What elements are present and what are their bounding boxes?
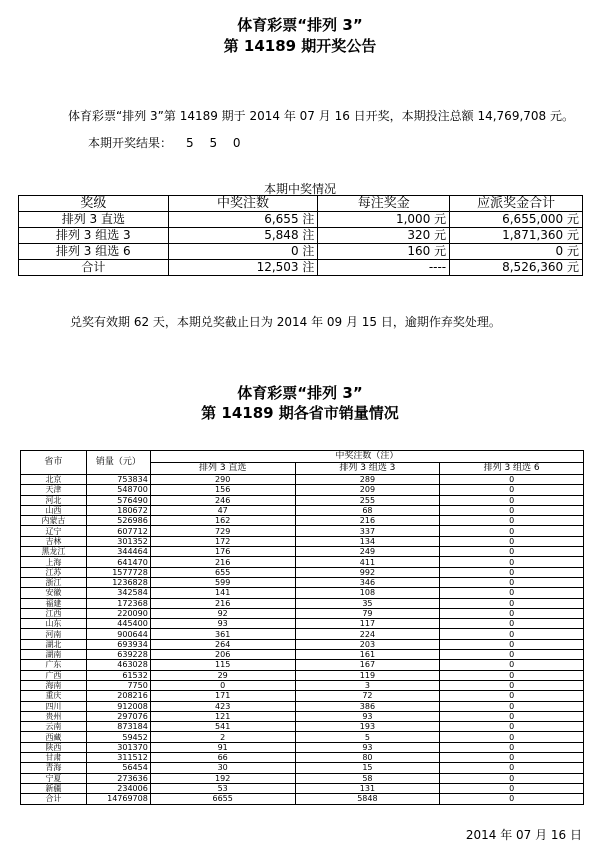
sales-region: 北京 [21,475,87,485]
sales-group6: 0 [440,773,584,783]
sales-row [21,526,584,536]
sales-amount: 301370 [86,742,150,752]
sales-row [21,732,584,742]
prize-header-total: 应派奖金合计 [450,196,583,212]
sales-header-sales: 销量（元） [86,451,150,475]
prize-count: 12,503 注 [168,260,318,276]
sales-region: 海南 [21,680,87,690]
sales-group3: 193 [295,722,440,732]
sales-row [21,536,584,546]
sales-group3: 5 [295,732,440,742]
sales-group6: 0 [440,495,584,505]
sales-region: 湖南 [21,650,87,660]
sales-direct: 121 [150,711,295,721]
prize-header-count: 中奖注数 [168,196,318,212]
sales-amount: 59452 [86,732,150,742]
sales-group3: 249 [295,547,440,557]
prize-count: 0 注 [168,244,318,260]
sales-group3: 79 [295,608,440,618]
sales-row [21,495,584,505]
sales-row [21,763,584,773]
sales-row [21,485,584,495]
sales-header-winners: 中奖注数（注） [150,451,583,463]
sales-group6: 0 [440,516,584,526]
sales-group6: 0 [440,732,584,742]
sales-amount: 873184 [86,722,150,732]
sales-row [21,711,584,721]
sales-region: 上海 [21,557,87,567]
sales-amount: 445400 [86,619,150,629]
sales-row [21,722,584,732]
sales-group3: 992 [295,567,440,577]
sales-row [21,773,584,783]
sales-group6: 0 [440,722,584,732]
sales-region: 重庆 [21,691,87,701]
sales-group3: 216 [295,516,440,526]
sales-amount: 14769708 [86,794,150,804]
sales-region: 江西 [21,608,87,618]
sales-amount: 548700 [86,485,150,495]
sales-region: 浙江 [21,577,87,587]
sales-row [21,608,584,618]
sales-amount: 180672 [86,505,150,515]
sales-direct: 29 [150,670,295,680]
prize-level: 排列 3 直选 [19,212,169,228]
sales-group6: 0 [440,536,584,546]
sales-direct: 246 [150,495,295,505]
sales-region: 安徽 [21,588,87,598]
sales-direct: 216 [150,557,295,567]
prize-row [19,228,583,244]
sales-direct: 541 [150,722,295,732]
prize-header-level: 奖级 [19,196,169,212]
sales-region: 青海 [21,763,87,773]
sales-region: 贵州 [21,711,87,721]
prize-table [18,195,583,276]
intro-text: 体育彩票“排列 3”第 14189 期于 2014 年 07 月 16 日开奖，本期投注总额 14,769,708 元。 [68,109,574,123]
prize-amount: ---- [318,260,450,276]
sales-region: 广西 [21,670,87,680]
sales-header-row-1 [21,451,584,463]
sales-region: 新疆 [21,783,87,793]
sales-region: 吉林 [21,536,87,546]
sales-region: 云南 [21,722,87,732]
sales-group6: 0 [440,639,584,649]
sales-row [21,650,584,660]
sales-group3: 337 [295,526,440,536]
sales-group3: 386 [295,701,440,711]
sales-direct: 141 [150,588,295,598]
prize-total: 6,655,000 元 [450,212,583,228]
sales-header-group6: 排列 3 组选 6 [440,463,584,475]
sales-group6: 0 [440,505,584,515]
prize-amount: 160 元 [318,244,450,260]
sales-group3: 117 [295,619,440,629]
sales-group6: 0 [440,485,584,495]
sales-amount: 297076 [86,711,150,721]
prize-row [19,212,583,228]
sales-direct: 172 [150,536,295,546]
sales-group3: 224 [295,629,440,639]
sales-group6: 0 [440,701,584,711]
sales-row [21,691,584,701]
prize-count: 5,848 注 [168,228,318,244]
sales-title: 体育彩票“排列 3” [237,384,363,402]
sales-region: 黑龙江 [21,547,87,557]
sales-group6: 0 [440,629,584,639]
sales-group3: 58 [295,773,440,783]
sales-table [20,450,584,805]
sales-amount: 220090 [86,608,150,618]
sales-group3: 209 [295,485,440,495]
sales-direct: 47 [150,505,295,515]
sales-region: 合计 [21,794,87,804]
sales-amount: 641470 [86,557,150,567]
sales-row [21,794,584,804]
prize-row [19,244,583,260]
sales-direct: 162 [150,516,295,526]
sales-direct: 0 [150,680,295,690]
prize-table-header [19,196,583,212]
sales-amount: 342584 [86,588,150,598]
sales-amount: 56454 [86,763,150,773]
sales-amount: 912008 [86,701,150,711]
sales-region: 宁夏 [21,773,87,783]
draw-result [88,134,247,151]
sales-amount: 311512 [86,753,150,763]
sales-amount: 1577728 [86,567,150,577]
sales-group3: 255 [295,495,440,505]
sales-direct: 93 [150,619,295,629]
sales-row [21,753,584,763]
sales-amount: 301352 [86,536,150,546]
sales-group6: 0 [440,619,584,629]
sales-direct: 2 [150,732,295,742]
sales-direct: 264 [150,639,295,649]
sales-row [21,660,584,670]
sales-direct: 423 [150,701,295,711]
sales-amount: 900644 [86,629,150,639]
announcement-subtitle: 第 14189 期开奖公告 [223,37,377,55]
sales-group6: 0 [440,680,584,690]
prize-amount: 1,000 元 [318,212,450,228]
sales-region: 西藏 [21,732,87,742]
sales-group6: 0 [440,660,584,670]
sales-direct: 655 [150,567,295,577]
sales-group6: 0 [440,557,584,567]
sales-amount: 344464 [86,547,150,557]
sales-group3: 5848 [295,794,440,804]
sales-group3: 93 [295,711,440,721]
sales-group3: 35 [295,598,440,608]
sales-row [21,577,584,587]
sales-direct: 290 [150,475,295,485]
prize-level: 合计 [19,260,169,276]
sales-direct: 66 [150,753,295,763]
draw-result-label: 本期开奖结果： [88,136,173,150]
sales-group6: 0 [440,670,584,680]
sales-region: 山西 [21,505,87,515]
sales-row [21,598,584,608]
sales-region: 陕西 [21,742,87,752]
sales-row [21,619,584,629]
sales-amount: 1236828 [86,577,150,587]
sales-row [21,783,584,793]
prize-total: 1,871,360 元 [450,228,583,244]
sales-region: 广东 [21,660,87,670]
sales-group6: 0 [440,794,584,804]
sales-group6: 0 [440,753,584,763]
sales-region: 四川 [21,701,87,711]
sales-group3: 15 [295,763,440,773]
sales-row [21,547,584,557]
sales-direct: 53 [150,783,295,793]
sales-group6: 0 [440,763,584,773]
sales-amount: 208216 [86,691,150,701]
sales-group6: 0 [440,526,584,536]
sales-group6: 0 [440,567,584,577]
sales-group3: 68 [295,505,440,515]
sales-header-region: 省市 [21,451,87,475]
sales-row [21,505,584,515]
sales-group6: 0 [440,588,584,598]
sales-direct: 115 [150,660,295,670]
sales-group3: 346 [295,577,440,587]
sales-group6: 0 [440,742,584,752]
sales-header-direct: 排列 3 直选 [150,463,295,475]
sales-row [21,567,584,577]
sales-direct: 176 [150,547,295,557]
sales-group3: 134 [295,536,440,546]
sales-group3: 203 [295,639,440,649]
prize-total: 8,526,360 元 [450,260,583,276]
sales-direct: 729 [150,526,295,536]
sales-row [21,680,584,690]
sales-direct: 216 [150,598,295,608]
sales-row [21,701,584,711]
sales-region: 辽宁 [21,526,87,536]
sales-group6: 0 [440,598,584,608]
prize-count: 6,655 注 [168,212,318,228]
sales-group3: 411 [295,557,440,567]
sales-direct: 361 [150,629,295,639]
sales-group6: 0 [440,783,584,793]
sales-direct: 6655 [150,794,295,804]
sales-group3: 72 [295,691,440,701]
sales-group3: 80 [295,753,440,763]
sales-amount: 7750 [86,680,150,690]
sales-amount: 753834 [86,475,150,485]
sales-direct: 92 [150,608,295,618]
sales-group6: 0 [440,475,584,485]
announcement-title: 体育彩票“排列 3” [237,16,363,34]
sales-region: 天津 [21,485,87,495]
sales-amount: 61532 [86,670,150,680]
sales-region: 内蒙古 [21,516,87,526]
sales-amount: 639228 [86,650,150,660]
sales-direct: 91 [150,742,295,752]
sales-group6: 0 [440,691,584,701]
sales-group6: 0 [440,577,584,587]
sales-row [21,588,584,598]
prize-table-title: 本期中奖情况 [263,182,336,196]
sales-region: 山东 [21,619,87,629]
sales-direct: 599 [150,577,295,587]
sales-group3: 289 [295,475,440,485]
sales-amount: 693934 [86,639,150,649]
sales-direct: 30 [150,763,295,773]
sales-group3: 93 [295,742,440,752]
sales-group3: 119 [295,670,440,680]
sales-group6: 0 [440,650,584,660]
sales-row [21,742,584,752]
sales-direct: 156 [150,485,295,495]
sales-group3: 131 [295,783,440,793]
sales-row [21,557,584,567]
footer-date: 2014 年 07 月 16 日 [465,828,582,842]
prize-header-amount: 每注奖金 [318,196,450,212]
sales-amount: 234006 [86,783,150,793]
sales-amount: 172368 [86,598,150,608]
sales-group3: 3 [295,680,440,690]
sales-header-group3: 排列 3 组选 3 [295,463,440,475]
sales-amount: 273636 [86,773,150,783]
sales-row [21,516,584,526]
sales-amount: 526986 [86,516,150,526]
sales-direct: 206 [150,650,295,660]
sales-row [21,639,584,649]
prize-total: 0 元 [450,244,583,260]
draw-result-numbers: 5 5 0 [186,136,247,150]
prize-amount: 320 元 [318,228,450,244]
prize-row [19,260,583,276]
sales-subtitle: 第 14189 期各省市销量情况 [201,404,399,422]
sales-region: 河南 [21,629,87,639]
sales-region: 河北 [21,495,87,505]
sales-amount: 607712 [86,526,150,536]
sales-amount: 576490 [86,495,150,505]
sales-region: 湖北 [21,639,87,649]
sales-region: 江苏 [21,567,87,577]
sales-group6: 0 [440,547,584,557]
sales-region: 甘肃 [21,753,87,763]
sales-group6: 0 [440,711,584,721]
sales-region: 福建 [21,598,87,608]
claim-note: 兑奖有效期 62 天，本期兑奖截止日为 2014 年 09 月 15 日，逾期作弃奖处理。 [70,315,501,329]
sales-row [21,475,584,485]
sales-amount: 463028 [86,660,150,670]
prize-level: 排列 3 组选 3 [19,228,169,244]
sales-direct: 171 [150,691,295,701]
sales-group3: 167 [295,660,440,670]
sales-direct: 192 [150,773,295,783]
sales-group3: 108 [295,588,440,598]
prize-level: 排列 3 组选 6 [19,244,169,260]
sales-row [21,670,584,680]
sales-group6: 0 [440,608,584,618]
sales-group3: 161 [295,650,440,660]
sales-row [21,629,584,639]
